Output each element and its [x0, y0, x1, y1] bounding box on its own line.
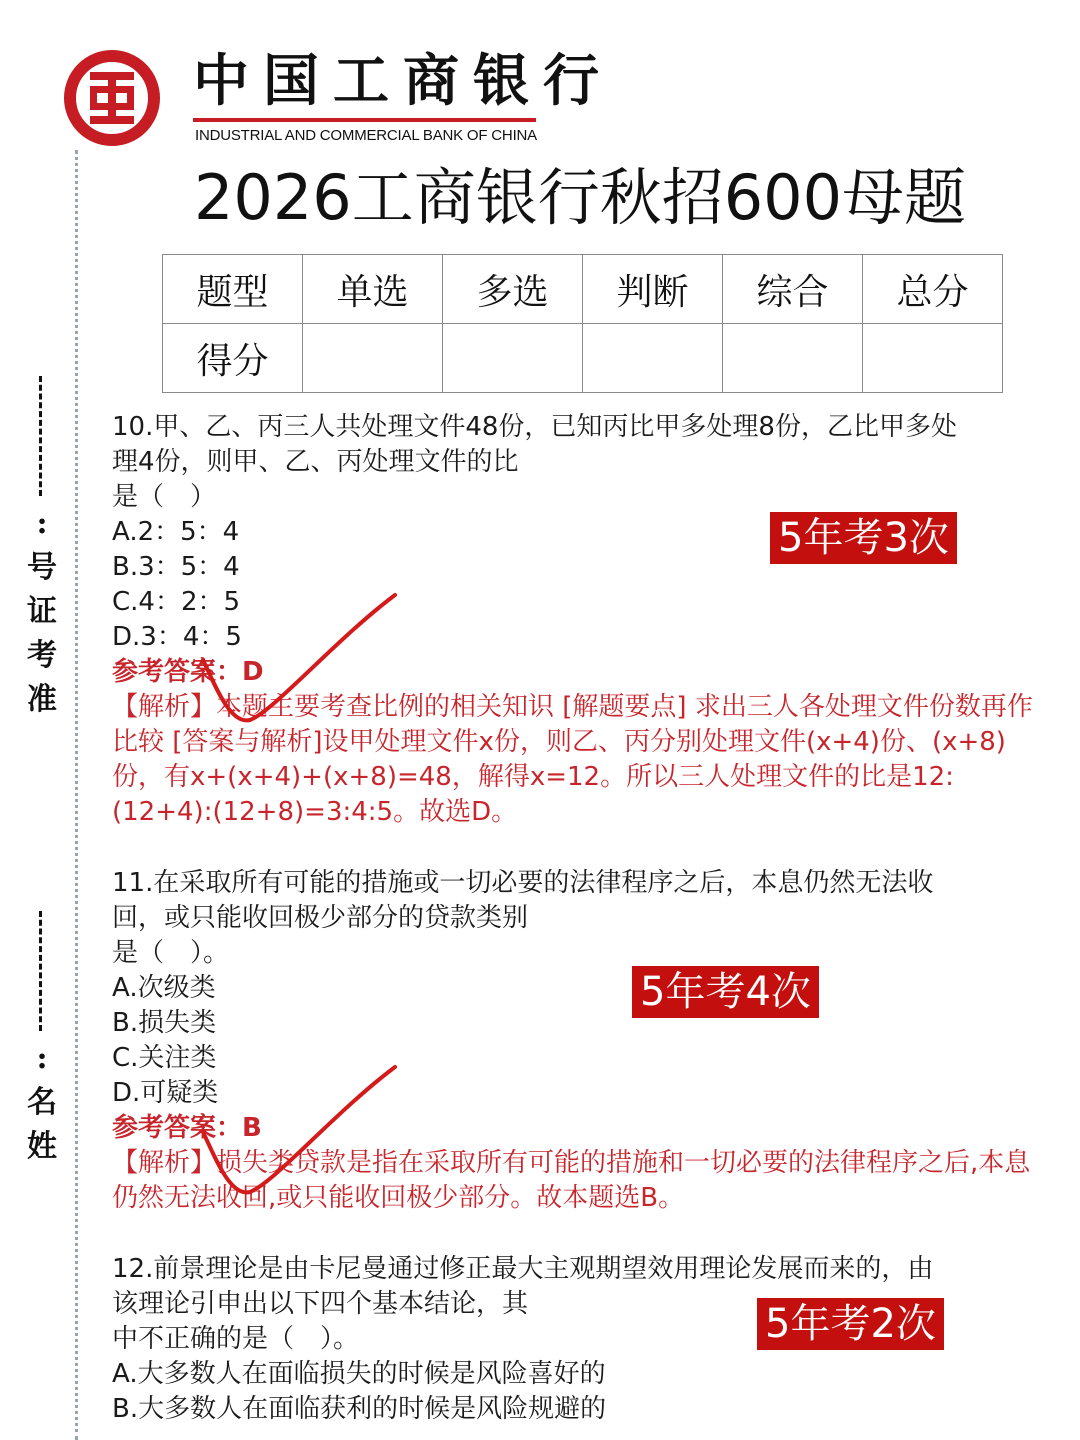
icbc-logo-icon — [62, 48, 162, 148]
question-11-analysis: 【解析】损失类贷款是指在采取所有可能的措施和一切必要的法律程序之后,本息仍然无法收回,或只能收回极少部分。故本题选B。 — [112, 1148, 1031, 1213]
score-header-total: 总分 — [863, 255, 1003, 324]
score-cell-general[interactable] — [723, 324, 863, 393]
score-table-score-row — [163, 324, 1003, 393]
score-header-multi: 多选 — [443, 255, 583, 324]
question-10-option-d: D.3：4：5 — [112, 622, 242, 652]
frequency-tag-q10: 5年考3次 — [770, 512, 957, 564]
binding-margin-dotted-line — [75, 150, 78, 1440]
exam-id-char-1: 准 — [27, 682, 57, 717]
score-cell-single[interactable] — [303, 324, 443, 393]
score-header-judge: 判断 — [583, 255, 723, 324]
question-10-option-b: B.3：5：4 — [112, 552, 240, 582]
exam-id-char-4: 号 — [27, 550, 57, 585]
score-table-header-row — [163, 255, 1003, 324]
question-11-line-1: 11.在采取所有可能的措施或一切必要的法律程序之后，本息仍然无法收 — [112, 868, 934, 898]
exam-id-char-3: 证 — [27, 594, 57, 629]
checkmark-icon — [195, 1062, 405, 1212]
score-table — [162, 254, 1003, 393]
question-11-option-d: D.可疑类 — [112, 1078, 219, 1108]
score-header-general: 综合 — [723, 255, 863, 324]
checkmark-icon — [195, 590, 405, 740]
score-cell-multi[interactable] — [443, 324, 583, 393]
name-char-2: 名 — [27, 1085, 57, 1120]
score-header-type: 题型 — [163, 255, 303, 324]
question-10-line-1: 10.甲、乙、丙三人共处理文件48份，已知丙比甲多处理8份，乙比甲多处 — [112, 412, 957, 442]
question-12-line-1: 12.前景理论是由卡尼曼通过修正最大主观期望效用理论发展而来的，由 — [112, 1254, 934, 1284]
exam-id-char-2: 考 — [27, 638, 57, 673]
exam-id-colon: : — [36, 506, 48, 541]
frequency-tag-q11: 5年考4次 — [632, 966, 819, 1018]
question-12-line-3: 中不正确的是（ ）。 — [112, 1324, 360, 1354]
question-12-option-a: A.大多数人在面临损失的时候是风险喜好的 — [112, 1359, 606, 1389]
question-12-line-2: 该理论引申出以下四个基本结论，其 — [112, 1289, 529, 1319]
bank-name-cn: 中国工商银行 — [193, 49, 613, 114]
question-10-line-3: 是（ ） — [112, 482, 217, 512]
score-row-label: 得分 — [163, 324, 303, 393]
question-11-option-b: B.损失类 — [112, 1008, 217, 1038]
page-title: 2026工商银行秋招600母题 — [193, 161, 967, 234]
question-11-line-3: 是（ ）。 — [112, 938, 230, 968]
name-blank — [39, 911, 45, 1031]
name-label — [18, 905, 66, 1169]
frequency-tag-q12: 5年考2次 — [757, 1298, 944, 1350]
name-char-1: 姓 — [27, 1129, 57, 1164]
bank-name-en: INDUSTRIAL AND COMMERCIAL BANK OF CHINA — [195, 127, 537, 144]
question-10-option-c: C.4：2：5 — [112, 587, 241, 617]
question-11-line-2: 回，或只能收回极少部分的贷款类别 — [112, 903, 529, 933]
name-colon: : — [36, 1041, 48, 1076]
score-cell-total[interactable] — [863, 324, 1003, 393]
question-10-analysis: 【解析】本题主要考查比例的相关知识 [解题要点] 求出三人各处理文件份数再作比较 [答案与解析]设甲处理文件x份，则乙、丙分别处理文件(x+4)份、(x+8)份，有x+(x+4)+(x+8)=48，解得x=12。所以三人处理文件的比是12:(12+4):(12+8)=3:4:5。故选D。 — [112, 692, 1033, 827]
question-12-option-b: B.大多数人在面临获利的时候是风险规避的 — [112, 1394, 607, 1424]
score-header-single: 单选 — [303, 255, 443, 324]
score-cell-judge[interactable] — [583, 324, 723, 393]
question-10-answer: 参考答案：D — [112, 657, 264, 687]
bank-name-rule — [193, 118, 536, 122]
question-11-option-c: C.关注类 — [112, 1043, 217, 1073]
question-10-option-a: A.2：5：4 — [112, 517, 240, 547]
exam-id-label — [18, 370, 66, 722]
question-11-answer: 参考答案：B — [112, 1113, 262, 1143]
question-10-line-2: 理4份，则甲、乙、丙处理文件的比 — [112, 447, 519, 477]
question-11-option-a: A.次级类 — [112, 973, 216, 1003]
exam-id-blank — [39, 376, 45, 496]
